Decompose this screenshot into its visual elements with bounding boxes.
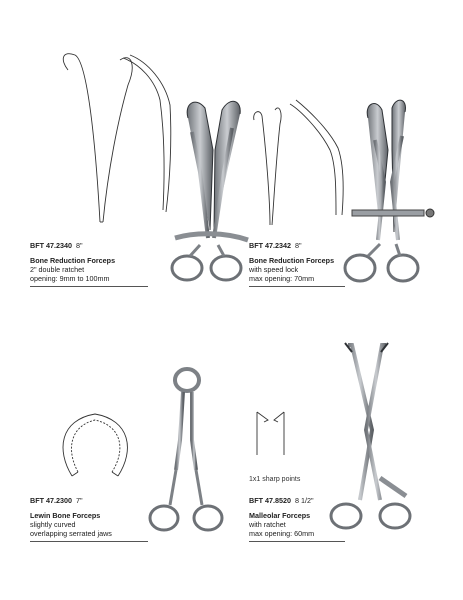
jaw-detail-bft-47-2300 [63, 414, 127, 476]
forceps-bft-47-2340 [172, 101, 248, 280]
product-code: BFT 47.2342 [249, 241, 291, 250]
jaw-detail-straight-bft-47-2340 [63, 54, 132, 222]
product-size: 7" [75, 496, 83, 505]
forceps-bft-47-2342 [345, 100, 434, 281]
product-detail: 2" double ratchet [30, 265, 85, 274]
divider-line [30, 286, 148, 287]
product-detail: opening: 9mm to 100mm [30, 274, 110, 283]
forceps-bft-47-8520 [331, 343, 410, 528]
product-name: Bone Reduction Forceps [30, 256, 116, 265]
divider-line [249, 541, 345, 542]
jaw-detail-bft-47-2342 [254, 100, 344, 225]
product-detail: slightly curved [30, 520, 76, 529]
product-detail: overlapping serrated jaws [30, 529, 112, 538]
product-caption-bft-47-2300 [30, 496, 112, 538]
product-size: 8" [75, 241, 83, 250]
product-caption-bft-47-8520 [249, 496, 314, 538]
product-name: Bone Reduction Forceps [249, 256, 335, 265]
product-detail: max opening: 70mm [249, 274, 315, 283]
product-detail: with ratchet [249, 520, 286, 529]
divider-line [30, 541, 148, 542]
jaw-detail-bft-47-8520 [257, 412, 284, 455]
product-detail: max opening: 60mm [249, 529, 315, 538]
product-caption-bft-47-2340 [30, 241, 115, 283]
product-code: BFT 47.8520 [249, 496, 291, 505]
forceps-bft-47-2300 [150, 369, 222, 530]
product-code: BFT 47.2340 [30, 241, 72, 250]
product-name: Lewin Bone Forceps [30, 511, 101, 520]
product-size: 8 1/2" [294, 496, 314, 505]
product-size: 8" [294, 241, 302, 250]
jaw-note: 1x1 sharp points [249, 476, 301, 483]
divider-line [249, 286, 345, 287]
product-code: BFT 47.2300 [30, 496, 72, 505]
product-detail: with speed lock [249, 265, 299, 274]
product-name: Malleolar Forceps [249, 511, 311, 520]
product-caption-bft-47-2342 [249, 241, 334, 283]
